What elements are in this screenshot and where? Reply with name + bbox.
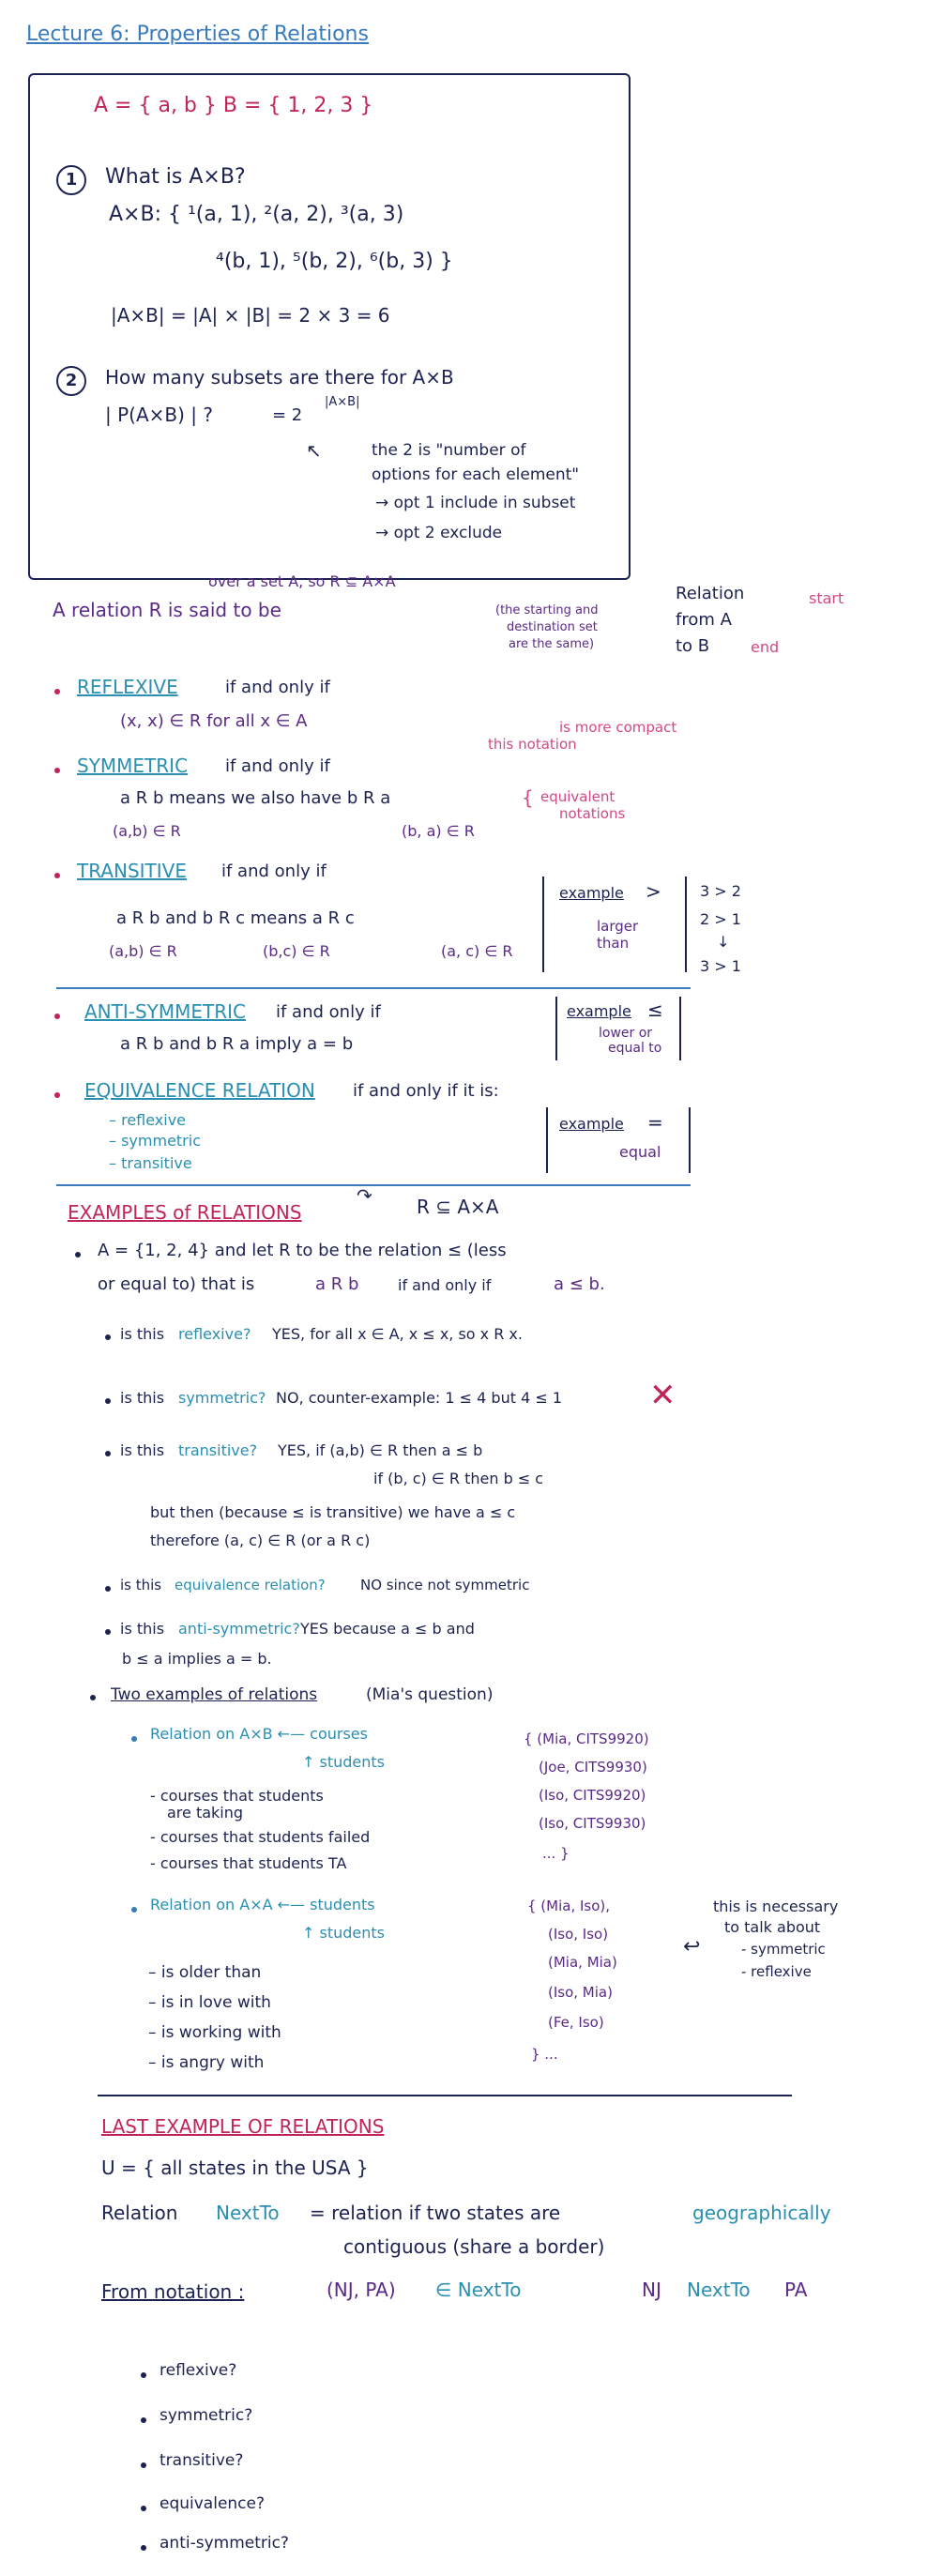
- relation-definition: A relation R is said to be: [53, 599, 281, 621]
- transitive-example-symbol: >: [646, 880, 661, 903]
- relation-axa-set-0: { (Mia, Iso),: [527, 1898, 611, 1914]
- option-2: → opt 2 exclude: [375, 524, 503, 542]
- anti-example-symbol: ≤: [647, 998, 663, 1021]
- example-1-line-2d: a ≤ b.: [554, 1274, 605, 1294]
- answer-transitive-3: but then (because ≤ is transitive) we have a ≤ c: [150, 1503, 516, 1521]
- bullet: [131, 1907, 137, 1913]
- relation-axb-item-1b: are taking: [167, 1804, 244, 1821]
- answer-anti-symmetric-2: b ≤ a implies a = b.: [122, 1650, 272, 1668]
- relation-word: Relation: [101, 2202, 178, 2224]
- symmetric-pair-ab: (a,b) ∈ R: [113, 822, 181, 840]
- question-transitive: transitive?: [178, 1441, 258, 1459]
- question-equivalence-last: equivalence?: [160, 2494, 266, 2513]
- necessary-note-3: - symmetric: [741, 1941, 826, 1958]
- answer-reflexive: YES, for all x ∈ A, x ≤ x, so x R x.: [272, 1325, 523, 1343]
- bullet: [75, 1252, 81, 1258]
- question-transitive-last: transitive?: [160, 2451, 244, 2470]
- transitive-pair-ab: (a,b) ∈ R: [109, 942, 177, 960]
- relation-axa-item-3: – is working with: [148, 2023, 281, 2042]
- answer-transitive-1: YES, if (a,b) ∈ R then a ≤ b: [278, 1441, 483, 1459]
- brace-icon: {: [522, 786, 534, 809]
- question-reflexive-last: reflexive?: [160, 2361, 237, 2380]
- reflexive-formula: (x, x) ∈ R for all x ∈ A: [120, 711, 308, 731]
- relation-axb-students: ↑ students: [302, 1753, 385, 1771]
- paren-note-3: are the same): [509, 637, 595, 651]
- question-1-marker: 1: [56, 165, 86, 195]
- power-set-answer: = 2: [272, 405, 303, 425]
- answer-transitive-4: therefore (a, c) ∈ R (or a R c): [150, 1532, 371, 1549]
- bullet: [105, 1629, 111, 1635]
- relation-axa-item-2: – is in love with: [148, 1993, 271, 2012]
- relation-axb-set-3: (Iso, CITS9930): [539, 1815, 646, 1832]
- equivalent-notations-2: notations: [559, 805, 626, 822]
- nj-label: NJ: [642, 2279, 661, 2301]
- divider: [98, 2095, 792, 2096]
- bullet: [54, 873, 60, 878]
- question-anti-symmetric: anti-symmetric?: [178, 1620, 300, 1638]
- relation-axb-item-3: - courses that students TA: [150, 1854, 347, 1872]
- bullet: [54, 689, 60, 694]
- curved-arrow-left-icon: ↩: [683, 1935, 701, 1959]
- bullet: [105, 1334, 111, 1340]
- transitive-example-row-1: 3 > 2: [700, 882, 741, 900]
- examples-heading: EXAMPLES of RELATIONS: [68, 1201, 302, 1224]
- question-reflexive: reflexive?: [178, 1325, 251, 1343]
- equivalence-example-label: example: [559, 1115, 624, 1133]
- bullet: [105, 1451, 111, 1456]
- bullet: [131, 1736, 137, 1742]
- transitive-condition: if and only if: [221, 861, 327, 881]
- two-examples-heading: Two examples of relations: [111, 1685, 318, 1704]
- arrow-icon: ↖: [306, 439, 322, 462]
- universe-set: U = { all states in the USA }: [101, 2157, 369, 2179]
- transitive-example-word-1: larger: [597, 918, 639, 935]
- power-set-question: | P(A×B) | ?: [105, 404, 213, 426]
- relation-axb-item-2: - courses that students failed: [150, 1828, 371, 1846]
- necessary-note-2: to talk about: [724, 1918, 821, 1936]
- side-to: to B: [676, 636, 710, 656]
- note-line-2: options for each element": [372, 465, 580, 484]
- page-title: Lecture 6: Properties of Relations: [26, 23, 369, 46]
- question-1: What is A×B?: [105, 165, 246, 189]
- side-relation: Relation: [676, 584, 745, 603]
- question-anti-symmetric-last: anti-symmetric?: [160, 2534, 289, 2553]
- examples-heading-note: R ⊆ A×A: [417, 1196, 499, 1218]
- transitive-pair-ac: (a, c) ∈ R: [441, 942, 513, 960]
- bullet: [105, 1586, 111, 1592]
- paren-note-1: (the starting and: [495, 603, 599, 617]
- nextto-name: NextTo: [216, 2202, 280, 2224]
- question-prefix: is this: [120, 1325, 165, 1343]
- relation-axb: Relation on A×B ←— courses: [150, 1725, 368, 1743]
- bullet: [141, 2462, 146, 2468]
- end-label: end: [751, 638, 780, 656]
- reflexive-condition: if and only if: [225, 678, 330, 697]
- symmetric-condition: if and only if: [225, 756, 330, 776]
- transitive-example-label: example: [559, 884, 624, 902]
- bullet: [54, 1092, 60, 1098]
- bullet: [141, 2506, 146, 2511]
- example-1-line-2c: if and only if: [398, 1276, 492, 1294]
- relation-axb-set-0: { (Mia, CITS9920): [524, 1730, 649, 1747]
- relation-axa-set-5: } ...: [531, 2046, 558, 2063]
- relation-axa-set-2: (Mia, Mia): [548, 1954, 617, 1971]
- equivalence-item-transitive: – transitive: [109, 1154, 192, 1172]
- example-1-line-2b: a R b: [315, 1274, 359, 1294]
- bullet: [141, 2545, 146, 2551]
- axb-line-2: ⁴(b, 1), ⁵(b, 2), ⁶(b, 3) }: [216, 250, 453, 273]
- answer-symmetric: NO, counter-example: 1 ≤ 4 but 4 ≤ 1: [276, 1389, 563, 1407]
- question-symmetric: symmetric?: [178, 1389, 266, 1407]
- side-from: from A: [676, 610, 732, 630]
- bullet: [54, 1014, 60, 1019]
- pair-nj-pa: (NJ, PA): [327, 2279, 396, 2301]
- question-symmetric-last: symmetric?: [160, 2406, 253, 2425]
- example-1-line-2a: or equal to) that is: [98, 1274, 255, 1294]
- transitive-example-word-2: than: [597, 935, 630, 952]
- relation-axb-set-4: ... }: [542, 1845, 570, 1862]
- equivalence-condition: if and only if it is:: [353, 1081, 499, 1101]
- example-1-line-1: A = {1, 2, 4} and let R to be the relation ≤ (less: [98, 1241, 507, 1260]
- divider: [56, 1184, 691, 1186]
- last-example-heading: LAST EXAMPLE OF RELATIONS: [101, 2115, 385, 2138]
- answer-equivalence: NO since not symmetric: [360, 1577, 530, 1593]
- question-prefix: is this: [120, 1441, 165, 1459]
- relation-axa: Relation on A×A ←— students: [150, 1896, 375, 1913]
- bullet: [105, 1398, 111, 1404]
- geographically: geographically: [692, 2202, 831, 2224]
- relation-axa-students: ↑ students: [302, 1924, 385, 1942]
- anti-symmetric-formula: a R b and b R a imply a = b: [120, 1034, 354, 1054]
- note-line-1: the 2 is "number of: [372, 441, 526, 460]
- symmetric-note-1: this notation: [488, 736, 577, 753]
- relation-axb-set-1: (Joe, CITS9930): [539, 1759, 647, 1776]
- anti-symmetric-label: ANTI-SYMMETRIC: [84, 1000, 247, 1023]
- transitive-formula: a R b and b R c means a R c: [116, 908, 355, 928]
- answer-transitive-2: if (b, c) ∈ R then b ≤ c: [373, 1470, 544, 1487]
- anti-symmetric-condition: if and only if: [276, 1002, 381, 1022]
- equivalence-item-reflexive: – reflexive: [109, 1111, 187, 1129]
- paren-note-2: destination set: [507, 620, 598, 634]
- symmetric-pair-ba: (b, a) ∈ R: [402, 822, 475, 840]
- bullet: [141, 2417, 146, 2423]
- question-equivalence: equivalence relation?: [175, 1577, 326, 1593]
- necessary-note-1: this is necessary: [713, 1898, 839, 1915]
- equivalence-example-symbol: =: [647, 1111, 663, 1134]
- question-prefix: is this: [120, 1620, 165, 1638]
- relation-axa-set-1: (Iso, Iso): [548, 1926, 609, 1943]
- relation-axa-set-3: (Iso, Mia): [548, 1984, 613, 2001]
- question-prefix: is this: [120, 1389, 165, 1407]
- from-notation: From notation :: [101, 2280, 245, 2303]
- divider: [56, 987, 691, 989]
- sets-definition: A = { a, b } B = { 1, 2, 3 }: [94, 94, 373, 117]
- anti-example-label: example: [567, 1002, 631, 1020]
- transitive-example-row-2: 2 > 1: [700, 910, 741, 928]
- contiguous: contiguous (share a border): [343, 2235, 605, 2258]
- bullet: [54, 768, 60, 773]
- two-examples-note: (Mia's question): [366, 1685, 494, 1704]
- relation-axa-item-1: – is older than: [148, 1963, 262, 1982]
- cross-mark-icon: ✕: [649, 1377, 676, 1414]
- relation-axa-item-4: – is angry with: [148, 2053, 265, 2072]
- transitive-pair-bc: (b,c) ∈ R: [263, 942, 330, 960]
- anti-example-word-2: equal to: [608, 1041, 662, 1056]
- relation-description: = relation if two states are: [310, 2202, 561, 2224]
- equivalent-notations-1: equivalent: [540, 788, 615, 805]
- relation-axb-set-2: (Iso, CITS9920): [539, 1787, 646, 1804]
- equivalence-item-symmetric: – symmetric: [109, 1132, 201, 1150]
- option-1: → opt 1 include in subset: [375, 494, 576, 512]
- transitive-label: TRANSITIVE: [77, 860, 187, 882]
- curved-arrow-icon: ↷: [357, 1184, 372, 1207]
- transitive-example-arrow: ↓: [717, 933, 730, 951]
- relation-over-note: over a set A, so R ⊆ A×A: [208, 572, 396, 590]
- question-2: How many subsets are there for A×B: [105, 366, 454, 389]
- equivalence-label: EQUIVALENCE RELATION: [84, 1079, 315, 1102]
- relation-axa-set-4: (Fe, Iso): [548, 2014, 604, 2031]
- bullet: [90, 1695, 96, 1700]
- transitive-example-row-4: 3 > 1: [700, 957, 741, 975]
- reflexive-label: REFLEXIVE: [77, 676, 178, 698]
- axb-line-1: A×B: { ¹(a, 1), ²(a, 2), ³(a, 3): [109, 203, 404, 226]
- answer-anti-symmetric-1: YES because a ≤ b and: [300, 1620, 475, 1638]
- bullet: [141, 2372, 146, 2378]
- symmetric-label: SYMMETRIC: [77, 755, 189, 777]
- symmetric-note-2: is more compact: [559, 719, 677, 736]
- question-2-marker: 2: [56, 366, 86, 396]
- power-set-exponent: |A×B|: [325, 395, 360, 409]
- necessary-note-4: - reflexive: [741, 1963, 812, 1980]
- symmetric-formula: a R b means we also have b R a: [120, 788, 391, 808]
- anti-example-word-1: lower or: [599, 1026, 653, 1041]
- in-nextto: ∈ NextTo: [435, 2279, 522, 2301]
- equivalence-example-word: equal: [619, 1143, 661, 1161]
- nextto-infix: NextTo: [687, 2279, 751, 2301]
- cardinality: |A×B| = |A| × |B| = 2 × 3 = 6: [111, 304, 390, 327]
- question-prefix: is this: [120, 1577, 162, 1593]
- relation-axb-item-1: - courses that students: [150, 1787, 324, 1805]
- start-label: start: [809, 589, 844, 607]
- pa-label: PA: [784, 2279, 808, 2301]
